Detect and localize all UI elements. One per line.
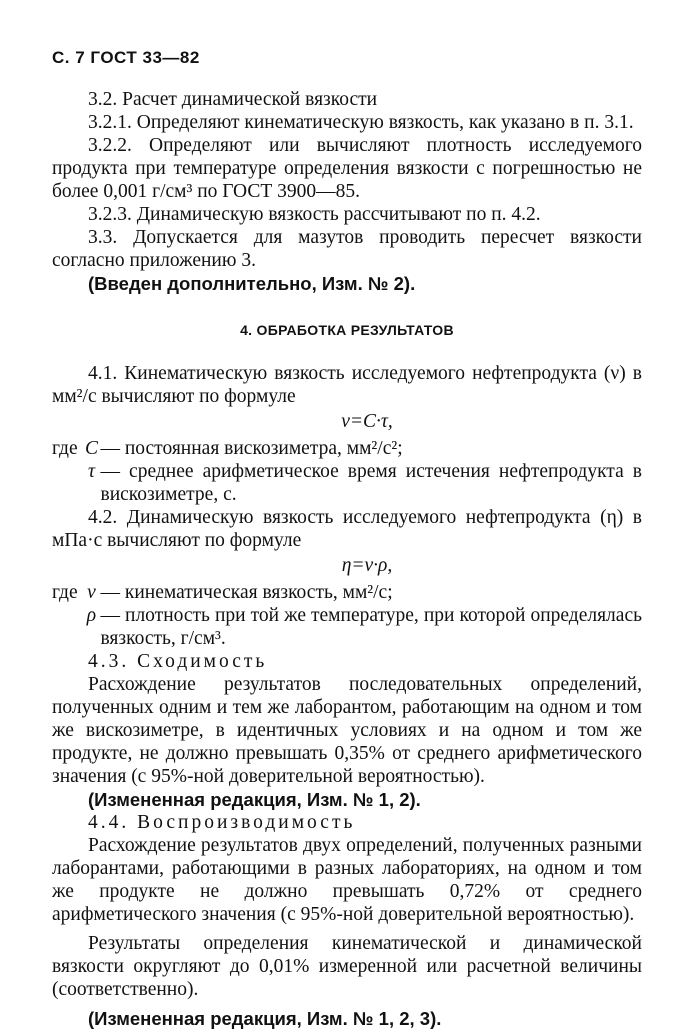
formula-kinematic: ν=C·τ, xyxy=(341,411,393,432)
amendment-note-2: (Измененная редакция, Изм. № 1, 2). xyxy=(88,789,421,810)
clause-4-3-text: Расхождение результатов последовательных определений, полученных одним и тем же лаборантом, работающим на одном и том же вискозиметре, в идентичных условиях и на одном и том же продукте, не должно превышать 0,35% от среднего арифметического значения (с 95%-ной доверительной вероятностью). xyxy=(52,674,642,787)
clause-4-4-text: Расхождение результатов двух определений, полученных разными лаборантами, работающими в разных лабораториях, на одном и том же продукте не должно превышать 0,72% от среднего арифметического значения (с 95%-ной доверительной вероятностью). xyxy=(52,835,642,925)
where-label: где xyxy=(52,438,83,459)
clause-3-2: 3.2. Расчет динамической вязкости xyxy=(88,89,378,110)
clause-3-2-1: 3.2.1. Определяют кинематическую вязкость, как указано в п. 3.1. xyxy=(88,112,634,133)
page-header: С. 7 ГОСТ 33—82 xyxy=(52,48,200,67)
symbol-c: C xyxy=(84,438,98,459)
definition-nu: — кинематическая вязкость, мм²/с; xyxy=(100,582,393,603)
results-rounding-text: Результаты определения кинематической и динамической вязкости округляют до 0,01% измеренной или расчетной величины (соответственно). xyxy=(52,933,642,1000)
clause-3-2-3: 3.2.3. Динамическую вязкость рассчитывают по п. 4.2. xyxy=(88,204,541,225)
amendment-note-1: (Введен дополнительно, Изм. № 2). xyxy=(88,273,416,294)
definition-c: — постоянная вискозиметра, мм²/с²; xyxy=(100,438,403,459)
symbol-tau: τ xyxy=(87,461,95,482)
definition-rho: — плотность при той же температуре, при которой определялась вязкость, г/см³. xyxy=(100,605,642,649)
amendment-note-3: (Измененная редакция, Изм. № 1, 2, 3). xyxy=(88,1008,442,1029)
clause-3-2-2: 3.2.2. Определяют или вычисляют плотность исследуемого продукта при температуре определения вязкости с погрешностью не более 0,001 г/см³ по ГОСТ 3900—85. xyxy=(52,135,642,202)
clause-4-4-title: 4.4. Воспроизводимость xyxy=(88,812,356,833)
where-tau xyxy=(52,460,642,506)
formula-dynamic: η=ν·ρ, xyxy=(341,555,393,576)
where-c xyxy=(52,437,642,460)
clause-4-1: 4.1. Кинематическую вязкость исследуемого нефтепродукта (ν) в мм²/с вычисляют по формуле xyxy=(52,363,642,407)
clause-4-3-title: 4.3. Сходимость xyxy=(88,651,268,672)
symbol-rho: ρ xyxy=(86,605,97,626)
clause-4-2: 4.2. Динамическую вязкость исследуемого нефтепродукта (η) в мПа·с вычисляют по формуле xyxy=(52,507,642,551)
clause-3-3: 3.3. Допускается для мазутов проводить пересчет вязкости согласно приложению 3. xyxy=(52,227,642,271)
where-rho xyxy=(52,604,642,650)
where-label: где xyxy=(52,582,83,603)
symbol-nu: ν xyxy=(87,582,96,603)
section-4-title: 4. ОБРАБОТКА РЕЗУЛЬТАТОВ xyxy=(240,322,454,338)
where-nu xyxy=(52,581,642,604)
document-body xyxy=(52,88,642,1030)
definition-tau: — среднее арифметическое время истечения нефтепродукта в вискозиметре, с. xyxy=(100,461,642,505)
